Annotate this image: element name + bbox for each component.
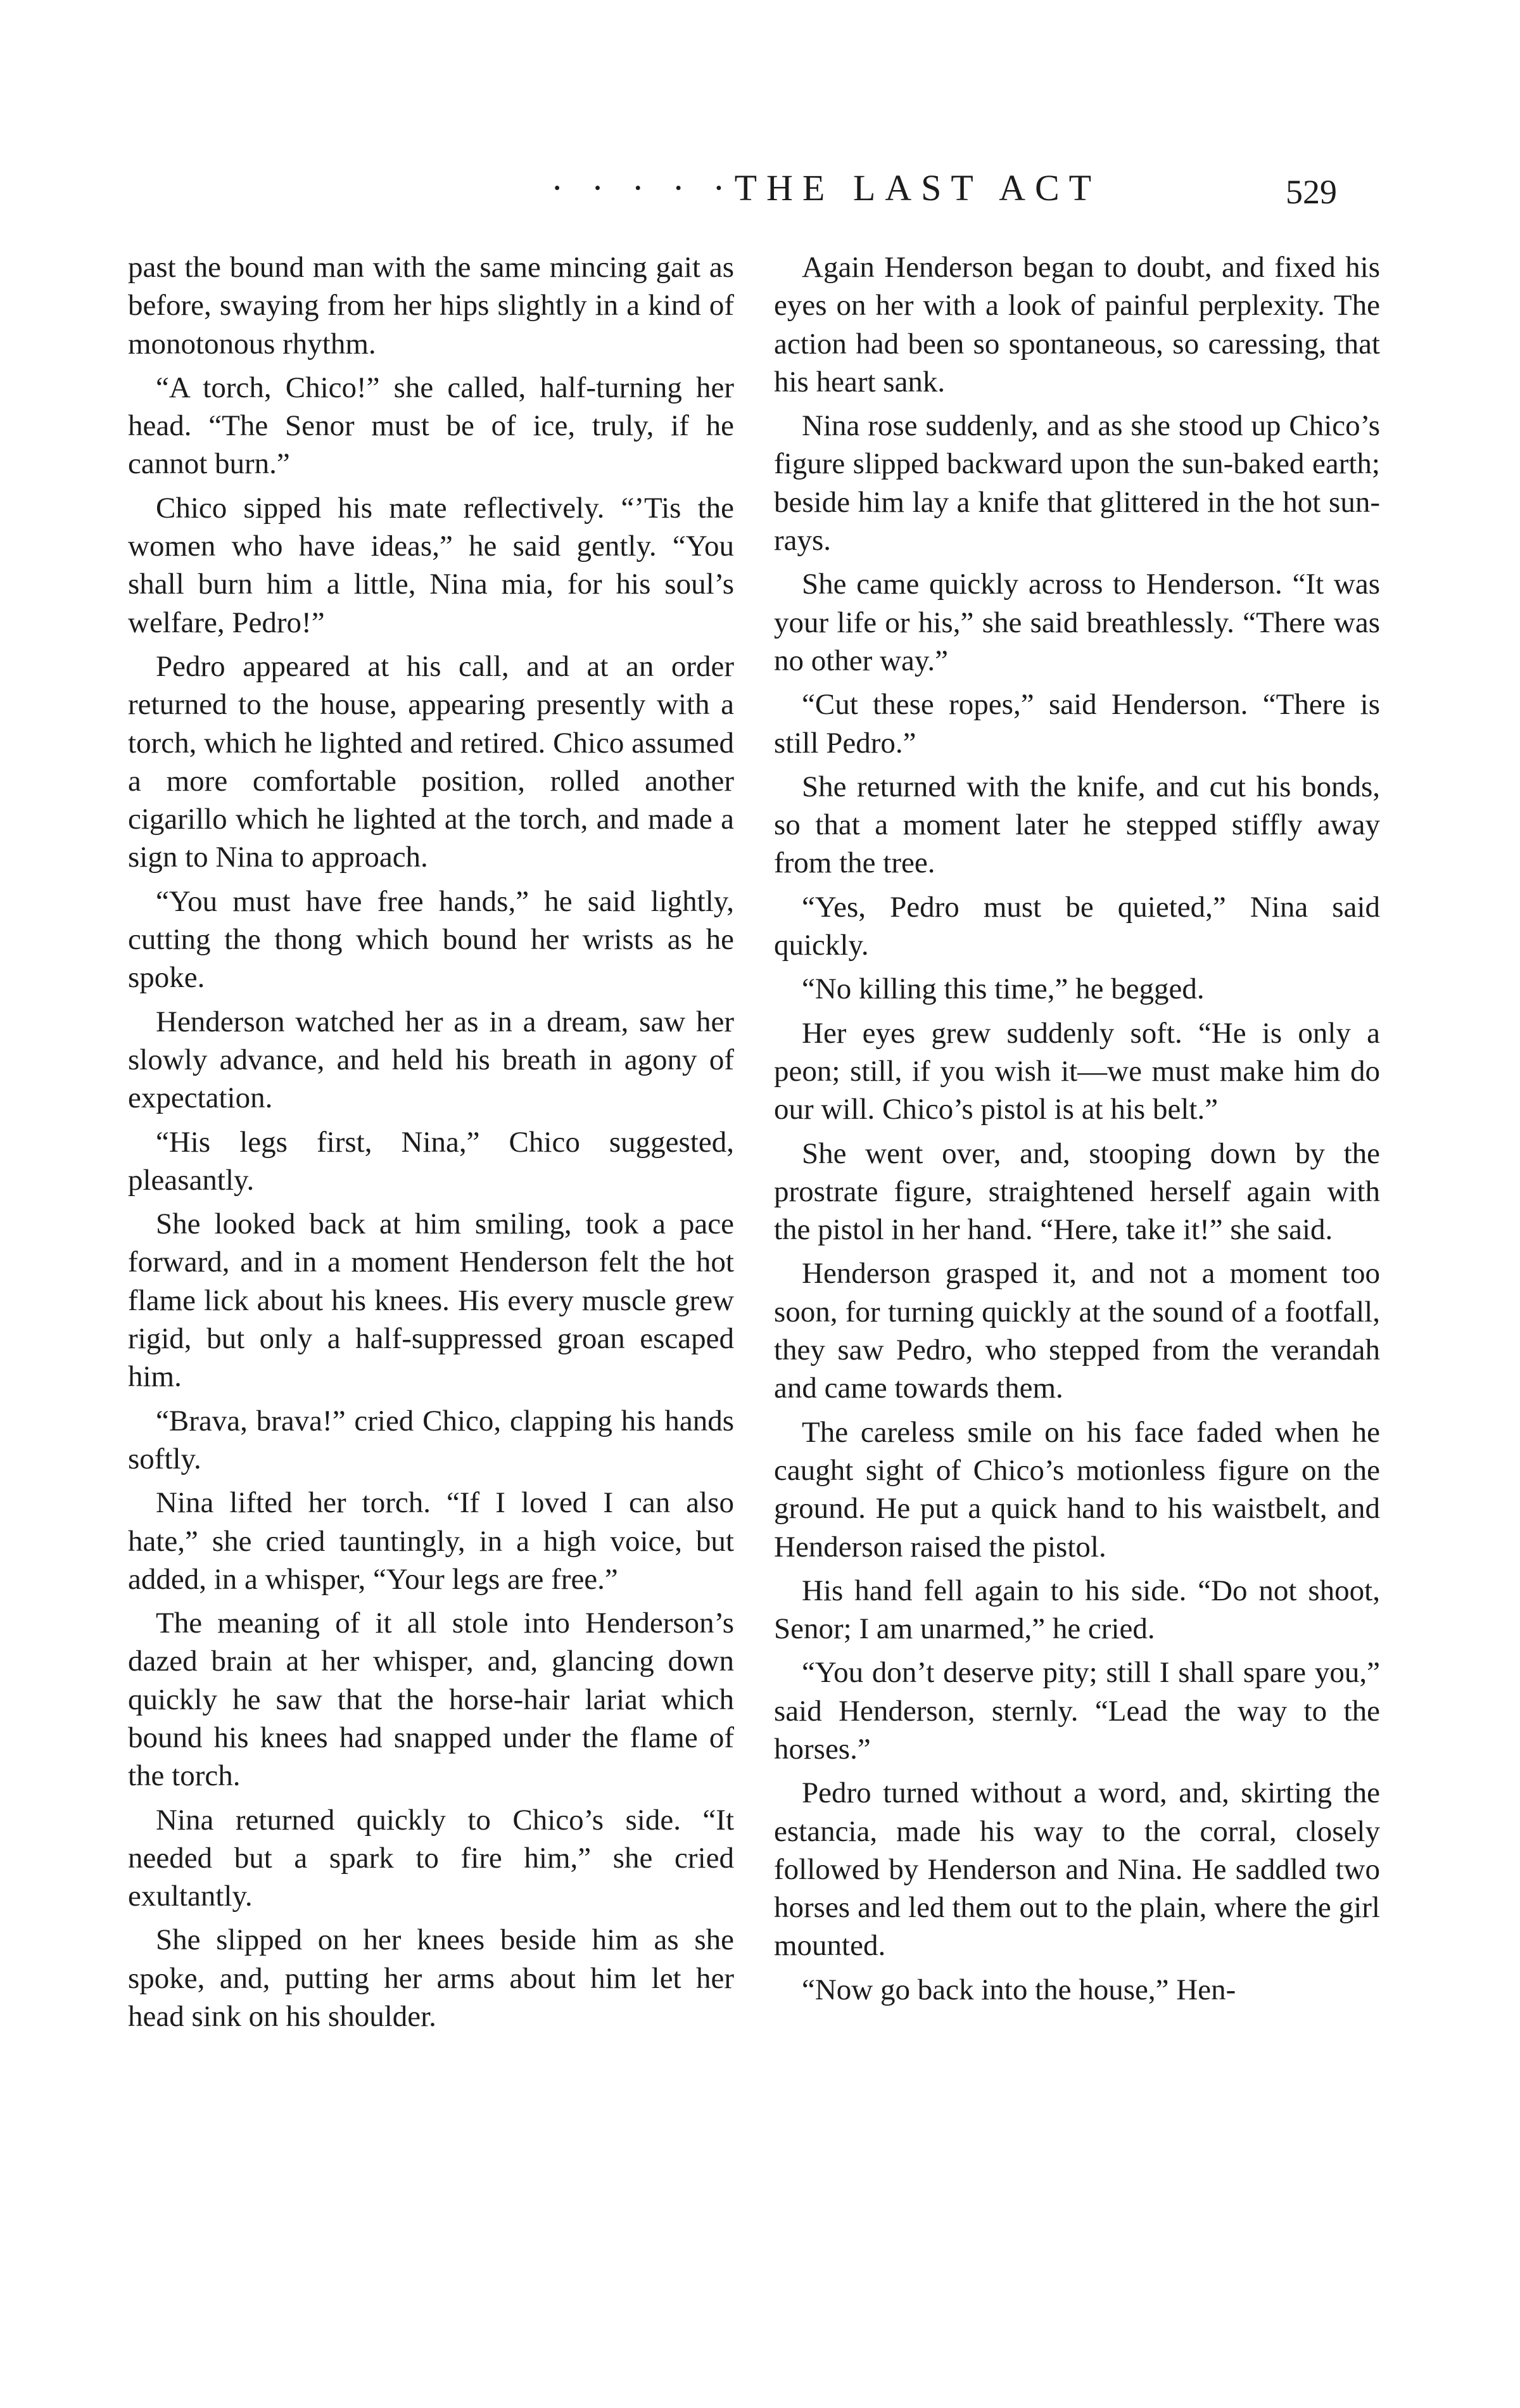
paragraph: Henderson grasped it, and not a moment too soon, for turning quickly at the sound of a footfall, they saw Pedro, who stepped from the verandah and came towards them.	[774, 1257, 1380, 1405]
paragraph: “Yes, Pedro must be quieted,” Nina said quickly.	[774, 890, 1380, 962]
paragraph: “Cut these ropes,” said Henderson. “There is still Pedro.”	[774, 688, 1380, 760]
running-head	[0, 166, 1520, 210]
running-title: · · · · ·THE LAST ACT	[551, 167, 1101, 208]
paragraph: Pedro turned without a word, and, skirting the estancia, made his way to the corral, closely followed by Henderson and Nina. He saddled two horses and led them out to the plain, where the girl mounted.	[774, 1776, 1380, 1963]
page-number: 529	[1286, 173, 1337, 211]
paragraph: She went over, and, stooping down by the prostrate figure, straightened herself again with the pistol in her hand. “Here, take it!” she said.	[774, 1137, 1380, 1247]
paragraph: Her eyes grew suddenly soft. “He is only a peon; still, if you wish it—we must make him do our will. Chico’s pistol is at his belt.”	[774, 1016, 1380, 1126]
paragraph: Chico sipped his mate reflectively. “’Tis the women who have ideas,” he said gently. “You shall burn him a little, Nina mia, for his soul’s welfare, Pedro!”	[128, 491, 734, 639]
paragraph: Henderson watched her as in a dream, saw her slowly advance, and held his breath in agony of expectation.	[128, 1005, 734, 1115]
paragraph: Again Henderson began to doubt, and fixed his eyes on her with a look of painful perplexity. The action had been so spontaneous, so caressing, that his heart sank.	[774, 251, 1380, 398]
paragraph: “You don’t deserve pity; still I shall spare you,” said Henderson, sternly. “Lead the way to the horses.”	[774, 1656, 1380, 1766]
paragraph: “Brava, brava!” cried Chico, clapping his hands softly.	[128, 1404, 734, 1475]
left-column	[128, 248, 734, 2041]
paragraph: “Now go back into the house,” Hen-	[802, 1973, 1236, 2006]
paragraph: His hand fell again to his side. “Do not shoot, Senor; I am unarmed,” he cried.	[774, 1574, 1380, 1646]
paragraph: “A torch, Chico!” she called, half-turning her head. “The Senor must be of ice, truly, if he cannot burn.”	[128, 371, 734, 481]
paragraph: “You must have free hands,” he said lightly, cutting the thong which bound her wrists as he spoke.	[128, 884, 734, 995]
paragraph: The meaning of it all stole into Henderson’s dazed brain at her whisper, and, glancing down quickly he saw that the horse-hair lariat which bound his knees had snapped under the flame of the torch.	[128, 1607, 734, 1793]
paragraph: The careless smile on his face faded when he caught sight of Chico’s motionless figure on the ground. He put a quick hand to his waistbelt, and Henderson raised the pistol.	[774, 1415, 1380, 1564]
paragraph: “His legs first, Nina,” Chico suggested, pleasantly.	[128, 1125, 734, 1197]
paragraph: past the bound man with the same mincing gait as before, swaying from her hips slightly in a kind of monotonous rhythm.	[128, 251, 734, 360]
paragraph: Nina lifted her torch. “If I loved I can also hate,” she cried tauntingly, in a high voice, but added, in a whisper, “Your legs are free.”	[128, 1486, 734, 1596]
paragraph: She slipped on her knees beside him as she spoke, and, putting her arms about him let her head sink on his shoulder.	[128, 1923, 734, 2034]
paragraph: Nina rose suddenly, and as she stood up Chico’s figure slipped backward upon the sun-baked earth; beside him lay a knife that glittered in the hot sun-rays.	[774, 409, 1380, 557]
paragraph: “No killing this time,” he begged.	[802, 972, 1205, 1006]
paragraph: Pedro appeared at his call, and at an order returned to the house, appearing presently with a torch, which he lighted and retired. Chico assumed a more comfortable position, rolled another cigarillo which he lighted at the torch, and made a sign to Nina to approach.	[128, 649, 734, 874]
paragraph: She returned with the knife, and cut his bonds, so that a moment later he stepped stiffly away from the tree.	[774, 770, 1380, 880]
right-column	[774, 248, 1380, 2015]
paragraph: Nina returned quickly to Chico’s side. “It needed but a spark to fire him,” she cried exultantly.	[128, 1803, 734, 1913]
paragraph: She came quickly across to Henderson. “It was your life or his,” she said breathlessly. “There was no other way.”	[774, 568, 1380, 677]
paragraph: She looked back at him smiling, took a pace forward, and in a moment Henderson felt the hot flame lick about his knees. His every muscle grew rigid, but only a half-suppressed groan escaped him.	[128, 1207, 734, 1394]
